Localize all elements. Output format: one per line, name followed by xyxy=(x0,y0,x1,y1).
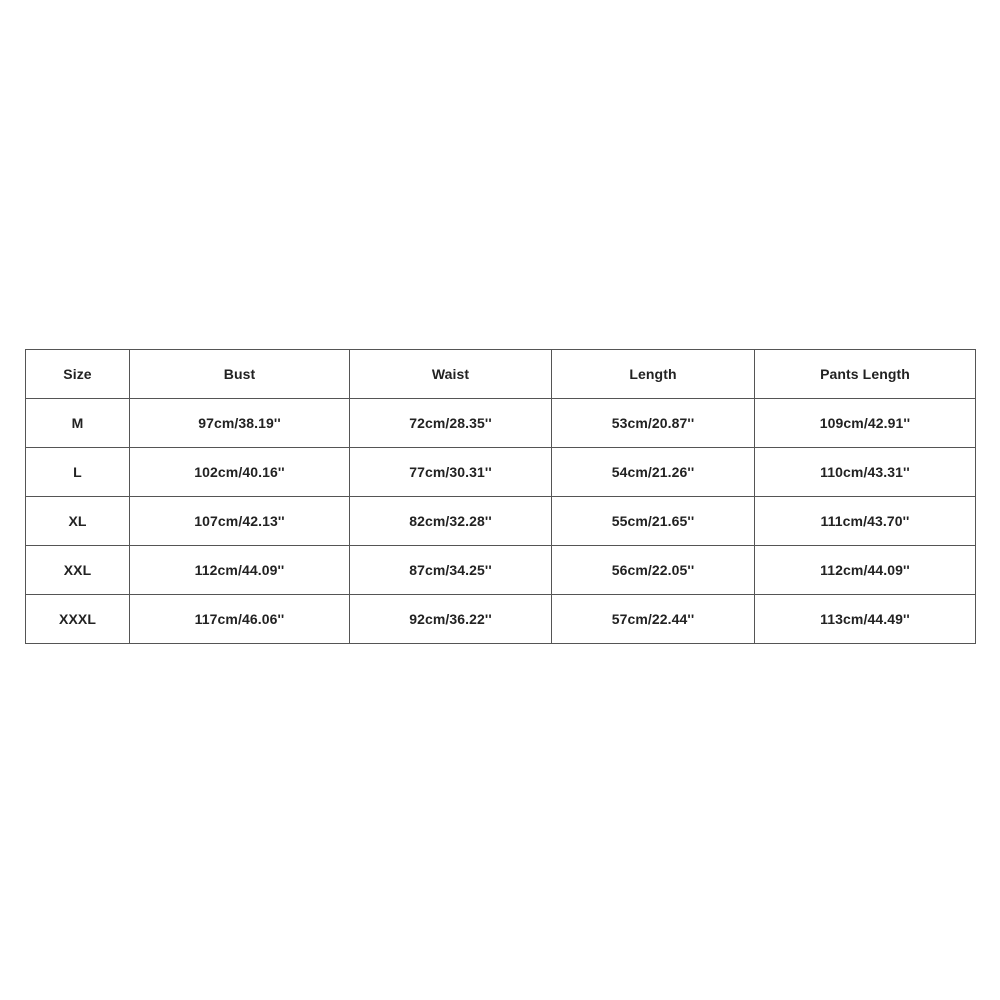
header-bust: Bust xyxy=(130,350,350,399)
cell-length: 56cm/22.05'' xyxy=(552,546,755,595)
header-size: Size xyxy=(26,350,130,399)
cell-waist: 92cm/36.22'' xyxy=(350,595,552,644)
cell-size: XL xyxy=(26,497,130,546)
cell-size: L xyxy=(26,448,130,497)
cell-waist: 77cm/30.31'' xyxy=(350,448,552,497)
cell-pants-length: 112cm/44.09'' xyxy=(755,546,976,595)
header-pants-length: Pants Length xyxy=(755,350,976,399)
cell-waist: 87cm/34.25'' xyxy=(350,546,552,595)
table-row xyxy=(26,546,976,595)
size-chart-table xyxy=(25,349,976,644)
cell-size: XXXL xyxy=(26,595,130,644)
cell-pants-length: 110cm/43.31'' xyxy=(755,448,976,497)
cell-waist: 82cm/32.28'' xyxy=(350,497,552,546)
cell-pants-length: 109cm/42.91'' xyxy=(755,399,976,448)
cell-bust: 112cm/44.09'' xyxy=(130,546,350,595)
table-row xyxy=(26,399,976,448)
cell-size: M xyxy=(26,399,130,448)
cell-length: 53cm/20.87'' xyxy=(552,399,755,448)
table-header-row xyxy=(26,350,976,399)
cell-pants-length: 111cm/43.70'' xyxy=(755,497,976,546)
cell-bust: 102cm/40.16'' xyxy=(130,448,350,497)
cell-pants-length: 113cm/44.49'' xyxy=(755,595,976,644)
table-row xyxy=(26,448,976,497)
cell-bust: 117cm/46.06'' xyxy=(130,595,350,644)
cell-bust: 107cm/42.13'' xyxy=(130,497,350,546)
header-length: Length xyxy=(552,350,755,399)
header-waist: Waist xyxy=(350,350,552,399)
cell-length: 54cm/21.26'' xyxy=(552,448,755,497)
cell-size: XXL xyxy=(26,546,130,595)
cell-waist: 72cm/28.35'' xyxy=(350,399,552,448)
cell-bust: 97cm/38.19'' xyxy=(130,399,350,448)
cell-length: 57cm/22.44'' xyxy=(552,595,755,644)
table-row xyxy=(26,595,976,644)
cell-length: 55cm/21.65'' xyxy=(552,497,755,546)
table-row xyxy=(26,497,976,546)
